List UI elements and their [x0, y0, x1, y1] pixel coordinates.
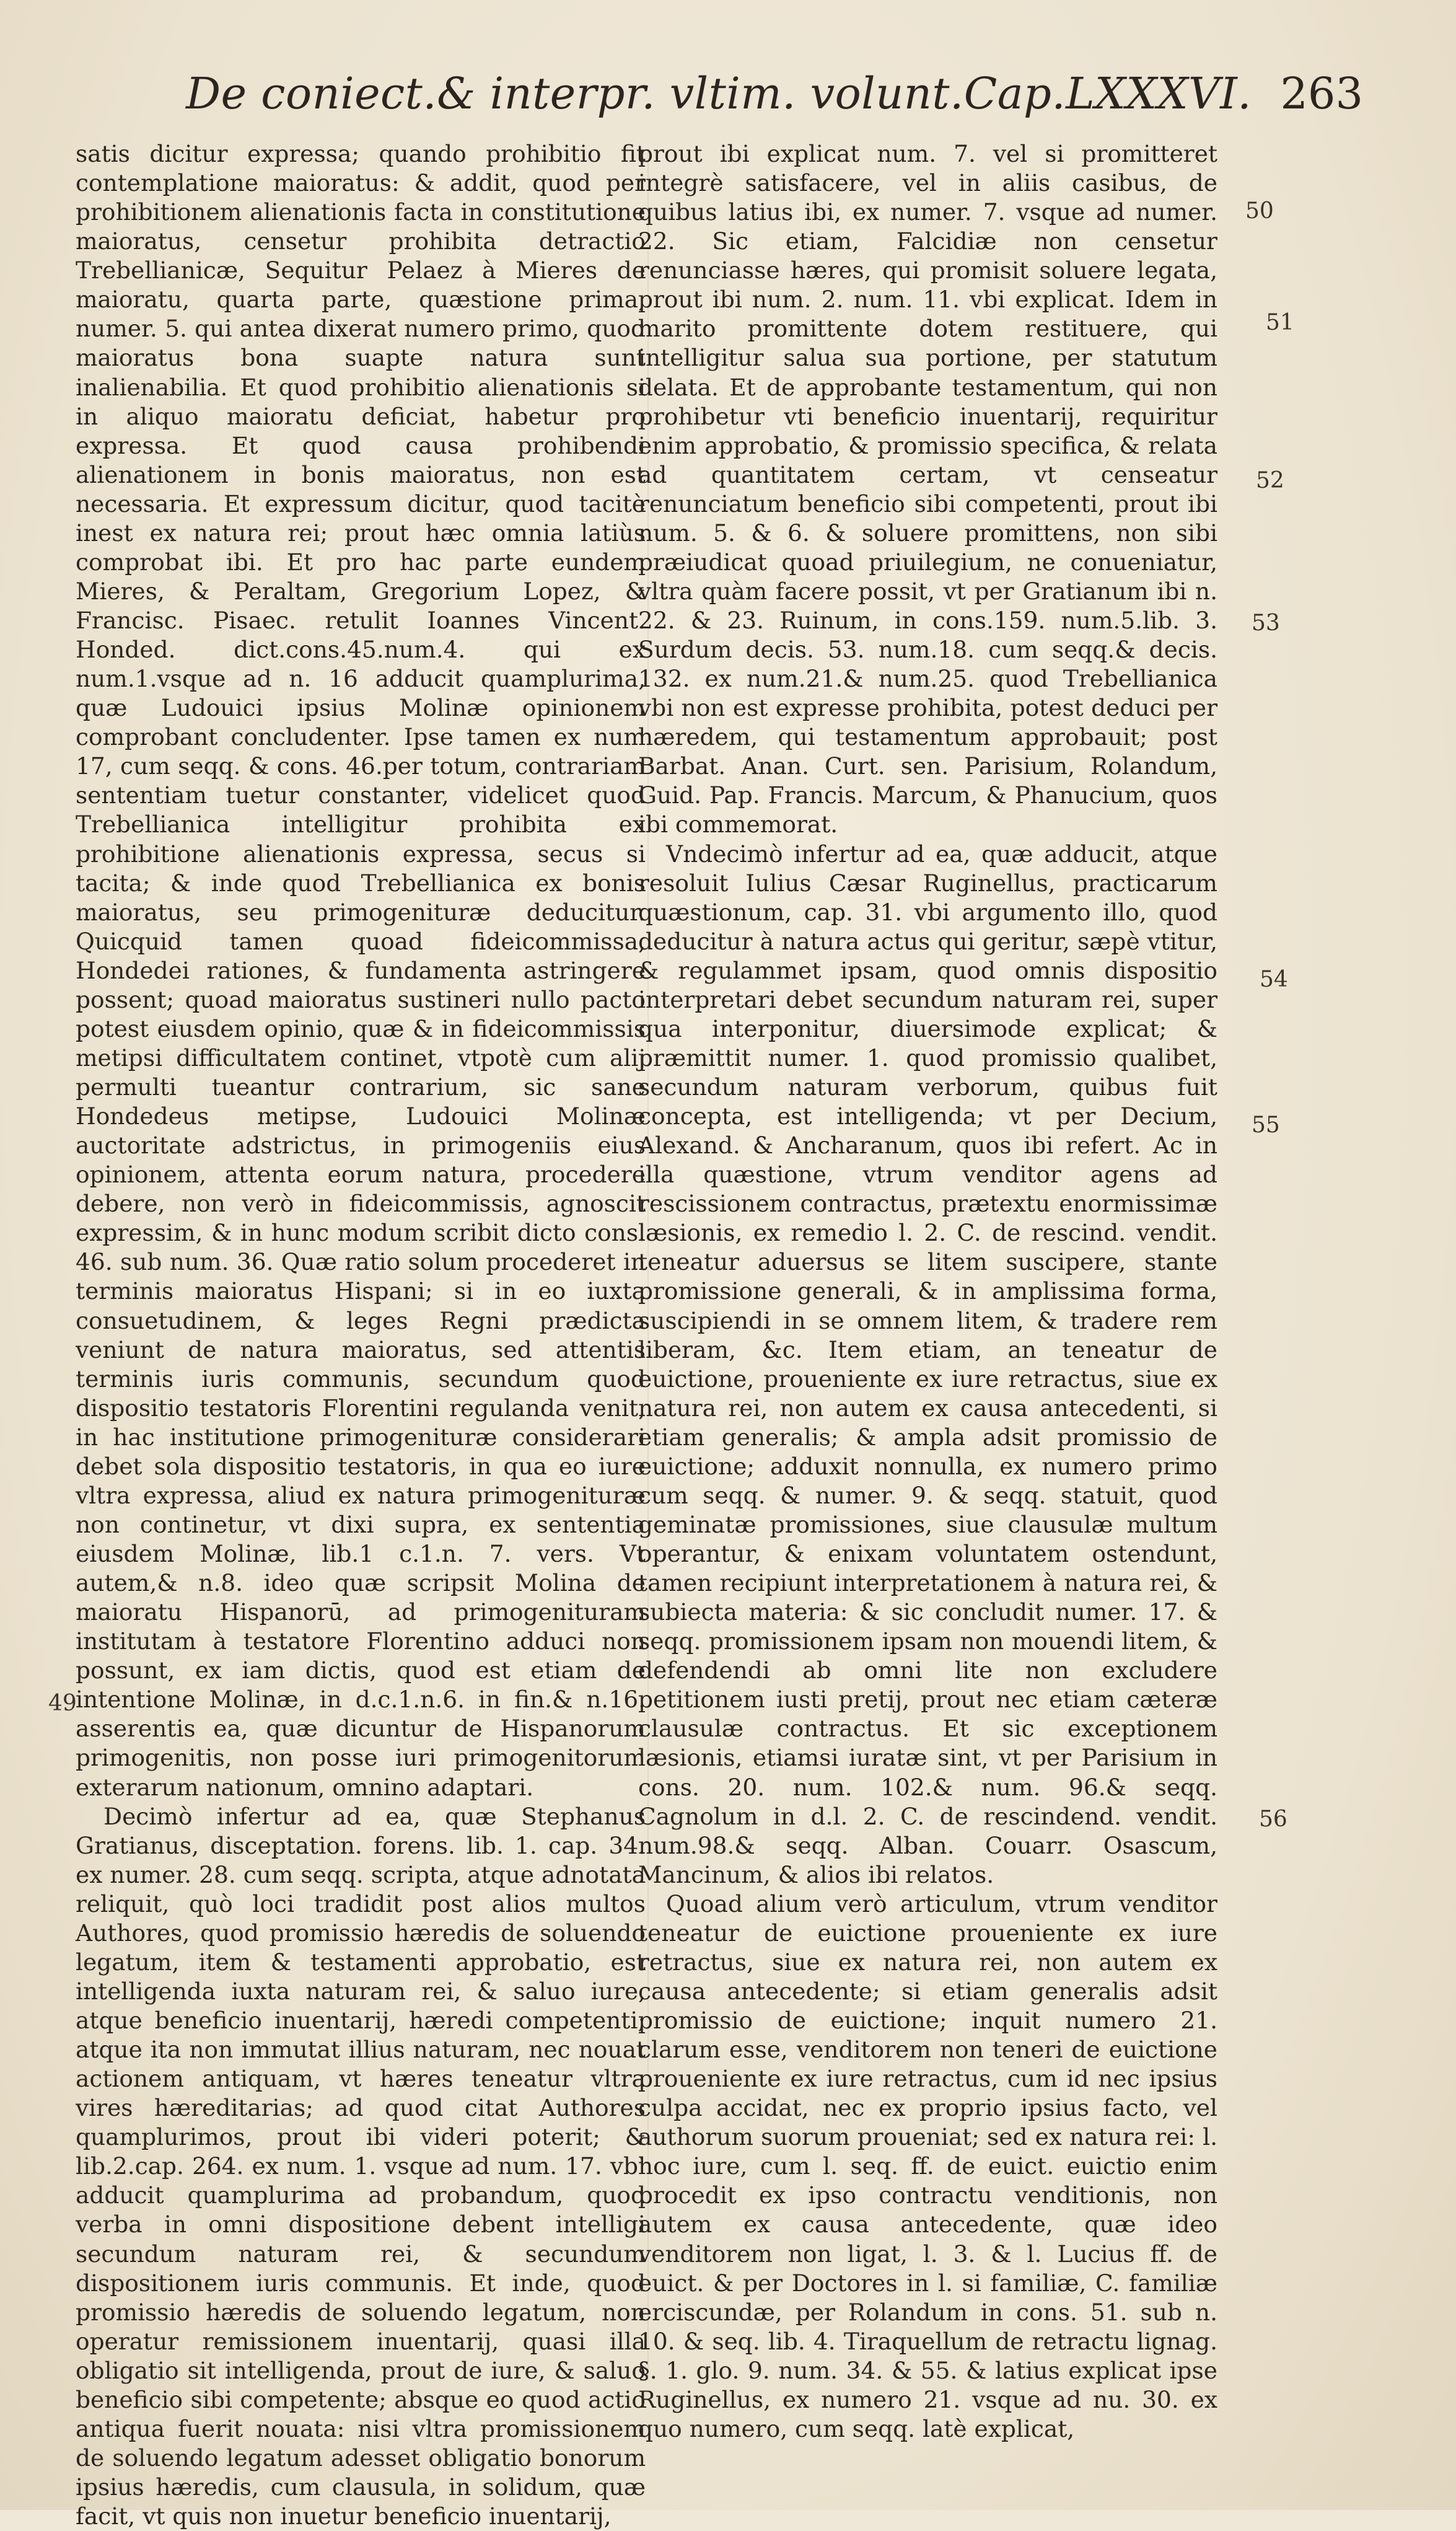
margin-number: 52 — [1256, 468, 1284, 493]
margin-number: 53 — [1252, 610, 1280, 636]
margin-number: 55 — [1252, 1112, 1280, 1138]
right-paragraph-1: prout ibi explicat num. 7. vel si promitteret integrè satisfacere, vel in aliis casibus, de quibus latius ibi, ex numer. 7. vsque ad numer. 22. Sic etiam, Falcidiæ non censetur renunciasse hæres, qui promisit soluere legata, prout ibi num. 2. num. 11. vbi explicat. Idem in marito promittente dotem restituere, qui intelligitur salua sua portione, per statutum delata. Et de approbante testamentum, qui non prohibetur vti beneficio inuentarij, requiritur enim approbatio, & promissio specifica, & relata ad quantitatem certam, vt censeatur renunciatum beneficio sibi competenti, prout ibi num. 5. & 6. & soluere promittens, non sibi præiudicat quoad priuilegium, ne conueniatur, vltra quàm facere possit, vt per Gratianum ibi n. 22. & 23. Ruinum, in cons.159. num.5.lib. 3. Surdum decis. 53. num.18. cum seqq.& decis. 132. ex num.21.& num.25. quod Trebellianica vbi non est expresse prohibita, potest deduci per hæredem, qui testamentum approbauit; post Barbat. Anan. Curt. sen. Parisium, Rolandum, Guid. Pap. Francis. Marcum, & Phanucium, quos ibi commemorat. — [638, 140, 1217, 839]
left-paragraph-1: satis dicitur expressa; quando prohibitio fit contemplatione maioratus: & addit, quod per prohibitionem alienationis facta in constitutione maioratus, censetur prohibita detractio Trebellianicæ, Sequitur Pelaez à Mieres de maioratu, quarta parte, quæstione prima, numer. 5. qui antea dixerat numero primo, quod maioratus bona suapte natura sunt inalienabilia. Et quod prohibitio alienationis si in aliquo maioratu deficiat, habetur pro expressa. Et quod causa prohibendi alienationem in bonis maioratus, non est necessaria. Et expressum dicitur, quod tacitè inest ex natura rei; prout hæc omnia latiùs comprobat ibi. Et pro hac parte eundem Mieres, & Peraltam, Gregorium Lopez, & Francisc. Pisaec. retulit Ioannes Vincent. Honded. dict.cons.45.num.4. qui ex num.1.vsque ad n. 16 adducit quamplurima, quæ Ludouici ipsius Molinæ opinionem comprobant concludenter. Ipse tamen ex num 17, cum seqq. & cons. 46.per totum, contrariam sententiam tuetur constanter, videlicet quod Trebellianica intelligitur prohibita ex prohibitione alienationis expressa, secus si tacita; & inde quod Trebellianica ex bonis maioratus, seu primogenituræ deducitur. Quicquid tamen quoad fideicommissa, Hondedei rationes, & fundamenta astringere possent; quoad maioratus sustineri nullo pacto potest eiusdem opinio, quæ & in fideicommissis metipsi difficultatem continet, vtpotè cum alij permulti tueantur contrarium, sic sane Hondedeus metipse, Ludouici Molinæ auctoritate adstrictus, in primogeniis eius opinionem, attenta eorum natura, procedere debere, non verò in fideicommissis, agnoscit expressim, & in hunc modum scribit dicto cons. 46. sub num. 36. Quæ ratio solum procederet in terminis maioratus Hispani; si in eo iuxta consuetudinem, & leges Regni prædicta veniunt de natura maioratus, sed attentis terminis iuris communis, secundum quod dispositio testatoris Florentini regulanda venit, in hac institutione primogenituræ considerari debet sola dispositio testatoris, in qua eo iure vltra expressa, aliud ex natura primogenituræ non continetur, vt dixi supra, ex sententia eiusdem Molinæ, lib.1 c.1.n. 7. vers. Vt autem,& n.8. ideo quæ scripsit Molina de maioratu Hispanorū, ad primogenituram institutam à testatore Florentino adduci non possunt, ex iam dictis, quod est etiam de intentione Molinæ, in d.c.1.n.6. in fin.& n.16. asserentis ea, quæ dicuntur de Hispanorum primogenitis, non posse iuri primogenitorum exterarum nationum, omnino adaptari. — [76, 140, 646, 1801]
running-title: De coniect.& interpr. vltim. volunt.Cap.LXXXVI. — [186, 68, 1252, 119]
right-paragraph-2: Vndecimò infertur ad ea, quæ adducit, atque resoluit Iulius Cæsar Ruginellus, practicarum quæstionum, cap. 31. vbi argumento illo, quod deducitur à natura actus qui geritur, sæpè vtitur, & regulammet ipsam, quod omnis dispositio interpretari debet secundum naturam rei, super qua interponitur, diuersimode explicat; & præmittit numer. 1. quod promissio qualibet, secundum naturam verborum, quibus fuit concepta, est intelligenda; vt per Decium, Alexand. & Ancharanum, quos ibi refert. Ac in illa quæstione, vtrum venditor agens ad rescissionem contractus, prætextu enormissimæ læsionis, ex remedio l. 2. C. de rescind. vendit. teneatur aduersus se litem suscipere, stante promissione generali, & in amplissima forma, suscipiendi in se omnem litem, & tradere rem liberam, &c. Item etiam, an teneatur de euictione, proueniente ex iure retractus, siue ex natura rei, non autem ex causa antecedenti, si etiam generalis; & ampla adsit promissio de euictione; adduxit nonnulla, ex numero primo cum seqq. & numer. 9. & seqq. statuit, quod geminatæ promissiones, siue clausulæ multum operantur, & enixam voluntatem ostendunt, tamen recipiunt interpretationem à natura rei, & subiecta materia: & sic concludit numer. 17. & seqq. promissionem ipsam non mouendi litem, & defendendi ab omni lite non excludere petitionem iusti pretij, prout nec etiam cæteræ clausulæ contractus. Et sic exceptionem læsionis, etiamsi iuratæ sint, vt per Parisium in cons. 20. num. 102.& num. 96.& seqq. Cagnolum in d.l. 2. C. de rescindend. vendit. num.98.& seqq. Alban. Couarr. Osascum, Mancinum, & alios ibi relatos. — [638, 840, 1217, 1888]
right-paragraph-3: Quoad alium verò articulum, vtrum venditor teneatur de euictione proueniente ex iure retractus, siue ex natura rei, non autem ex causa antecedente; si etiam generalis adsit promissio de euictione; inquit numero 21. clarum esse, venditorem non teneri de euictione proueniente ex iure retractus, cum id nec ipsius culpa accidat, nec ex proprio ipsius facto, vel authorum suorum proueniat; sed ex natura rei: l. hoc iure, cum l. seq. ff. de euict. euictio enim procedit ex ipso contractu venditionis, non autem ex causa antecedente, quæ ideo venditorem non ligat, l. 3. & l. Lucius ff. de euict. & per Doctores in l. si familiæ, C. familiæ erciscundæ, per Rolandum in cons. 51. sub n. 10. & seq. lib. 4. Tiraquellum de retractu lignag. §. 1. glo. 9. num. 34. & 55. & latius explicat ipse Ruginellus, ex numero 21. vsque ad nu. 30. ex quo numero, cum seqq. latè explicat, — [638, 1890, 1217, 2442]
page-header — [186, 68, 1363, 136]
page-number: 263 — [1280, 68, 1363, 119]
margin-number: 56 — [1259, 1807, 1287, 1832]
margin-number: 49 — [48, 1691, 77, 1716]
right-column — [638, 139, 1217, 2444]
margin-number: 51 — [1266, 310, 1294, 335]
left-paragraph-2: Decimò infertur ad ea, quæ Stephanus Gratianus, disceptation. forens. lib. 1. cap. 34. ex numer. 28. cum seqq. scripta, atque adnotata reliquit, quò loci tradidit post alios multos Authores, quod promissio hæredis de soluendo legatum, item & testamenti approbatio, est intelligenda iuxta naturam rei, & saluo iure, atque beneficio inuentarij, hæredi competenti; atque ita non immutat illius naturam, nec nouat actionem antiquam, vt hæres teneatur vltra vires hæreditarias; ad quod citat Authores quamplurimos, prout ibi videri poterit; & lib.2.cap. 264. ex num. 1. vsque ad num. 17. vbi adducit quamplurima ad probandum, quod verba in omni dispositione debent intelligi secundum naturam rei, & secundum dispositionem iuris communis. Et inde, quod promissio hæredis de soluendo legatum, non operatur remissionem inuentarij, quasi illa obligatio sit intelligenda, prout de iure, & saluo beneficio sibi competente; absque eo quod actio antiqua fuerit nouata: nisi vltra promissionem de soluendo legatum adesset obligatio bonorum ipsius hæredis, cum clausula, in solidum, quæ facit, vt quis non inuetur beneficio inuentarij, — [76, 1802, 646, 2530]
margin-number: 50 — [1245, 198, 1274, 224]
left-column — [76, 139, 646, 2531]
margin-number: 54 — [1260, 967, 1288, 992]
